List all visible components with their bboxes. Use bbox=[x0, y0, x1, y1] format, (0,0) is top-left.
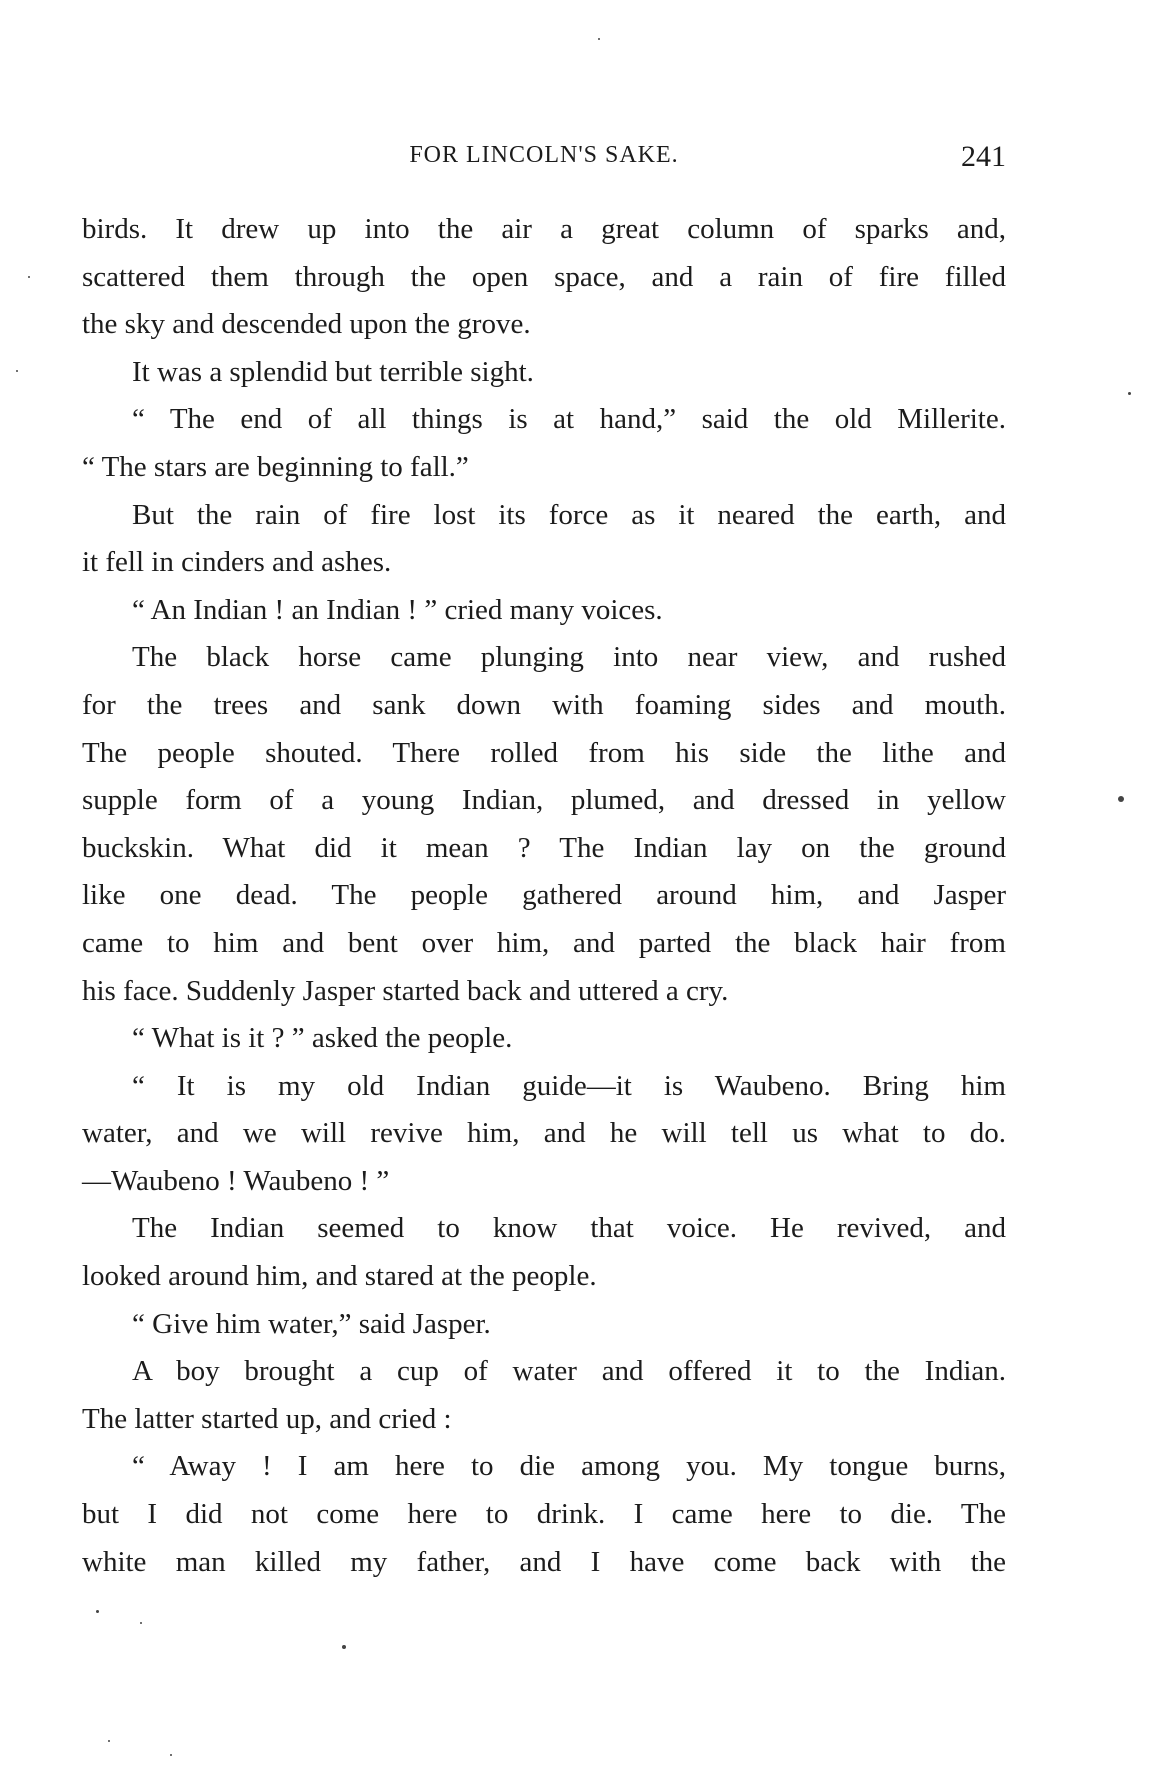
scan-speck bbox=[140, 1622, 142, 1624]
scan-speck bbox=[16, 370, 18, 372]
text-line: his face. Suddenly Jasper started back and uttered a cry. bbox=[82, 974, 729, 1007]
text-line: It was a splendid but terrible sight. bbox=[132, 355, 534, 388]
scan-speck bbox=[598, 38, 600, 40]
text-line: scattered them through the open space, and a rain of fire filled bbox=[82, 260, 1006, 293]
body-text bbox=[82, 206, 1006, 1586]
text-line: birds. It drew up into the air a great column of sparks and, bbox=[82, 213, 1006, 245]
text-line: The Indian seemed to know that voice. He revived, and bbox=[132, 1212, 1006, 1245]
scan-speck bbox=[1128, 392, 1131, 395]
text-line: The people shouted. There rolled from his side the lithe and bbox=[82, 736, 1006, 769]
text-line: —Waubeno ! Waubeno ! ” bbox=[82, 1164, 390, 1197]
text-line: “ The stars are beginning to fall.” bbox=[82, 450, 469, 483]
text-line: The latter started up, and cried : bbox=[82, 1402, 452, 1435]
scan-speck bbox=[28, 276, 30, 278]
text-line: The black horse came plunging into near view, and rushed bbox=[132, 641, 1006, 674]
text-line: white man killed my father, and I have come back with the bbox=[82, 1545, 1006, 1578]
page-number: 241 bbox=[961, 140, 1006, 173]
text-line: for the trees and sank down with foaming sides and mouth. bbox=[82, 688, 1006, 721]
running-head: FOR LINCOLN'S SAKE. bbox=[409, 142, 679, 168]
scan-speck bbox=[108, 1740, 110, 1742]
text-line: looked around him, and stared at the people. bbox=[82, 1260, 597, 1293]
text-line: But the rain of fire lost its force as it neared the earth, and bbox=[132, 498, 1006, 531]
text-line: water, and we will revive him, and he will tell us what to do. bbox=[82, 1117, 1006, 1150]
text-line: “ An Indian ! an Indian ! ” cried many voices. bbox=[132, 593, 663, 626]
text-line: came to him and bent over him, and parted the black hair from bbox=[82, 926, 1006, 959]
scan-speck bbox=[170, 1754, 172, 1756]
text-line: “ What is it ? ” asked the people. bbox=[132, 1022, 513, 1055]
scan-speck bbox=[1118, 796, 1124, 802]
text-line: but I did not come here to drink. I came here to die. The bbox=[82, 1498, 1006, 1531]
text-line: “ Away ! I am here to die among you. My tongue burns, bbox=[132, 1450, 1006, 1483]
scan-speck bbox=[342, 1645, 346, 1649]
text-line: the sky and descended upon the grove. bbox=[82, 308, 531, 341]
text-line: it fell in cinders and ashes. bbox=[82, 546, 392, 579]
text-line: supple form of a young Indian, plumed, and dressed in yellow bbox=[82, 784, 1006, 817]
text-line: “ The end of all things is at hand,” said the old Millerite. bbox=[132, 403, 1006, 436]
scan-speck bbox=[96, 1610, 99, 1613]
text-line: buckskin. What did it mean ? The Indian lay on the ground bbox=[82, 831, 1006, 864]
text-line: A boy brought a cup of water and offered it to the Indian. bbox=[132, 1355, 1006, 1388]
page-header bbox=[82, 142, 1006, 182]
text-line: like one dead. The people gathered around him, and Jasper bbox=[82, 879, 1006, 912]
text-line: “ It is my old Indian guide—it is Waubeno. Bring him bbox=[132, 1069, 1006, 1102]
text-line: “ Give him water,” said Jasper. bbox=[132, 1307, 491, 1340]
